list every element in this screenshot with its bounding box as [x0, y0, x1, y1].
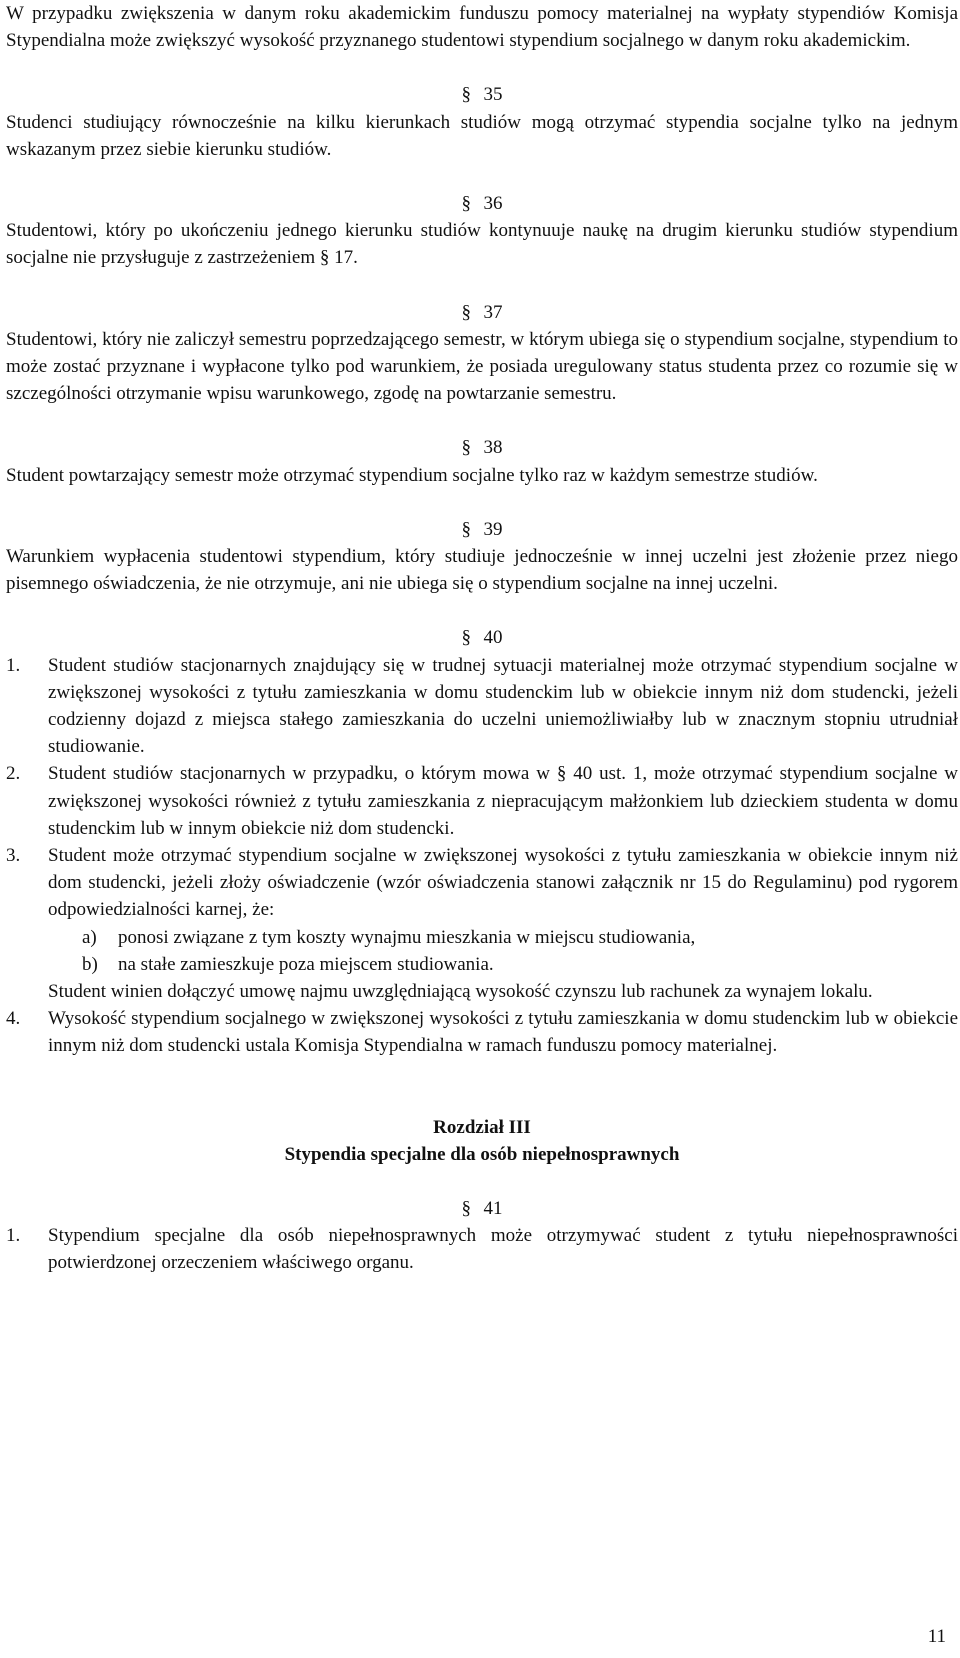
list-item-text: Stypendium specjalne dla osób niepełnosprawnych może otrzymywać student z tytułu niepełnosprawności potwierdzonej orzeczeniem właściwego organu. [48, 1225, 958, 1274]
sub-list-letter: a) [82, 926, 97, 948]
section-41-list [6, 1222, 958, 1276]
list-item [6, 760, 958, 842]
chapter-subtitle: Stypendia specjalne dla osób niepełnosprawnych [284, 1143, 680, 1165]
list-item [6, 652, 958, 761]
section-sign: § [461, 627, 471, 649]
section-35-text: Studenci studiujący równocześnie na kilku kierunkach studiów mogą otrzymać stypendia socjalne tylko na jednym wskazanym przez siebie kierunku studiów. [6, 111, 958, 160]
intro-paragraph: W przypadku zwiększenia w danym roku akademickim funduszu pomocy materialnej na wypłaty stypendiów Komisja Stypendialna może zwiększyć wysokość przyznanego studentowi stypendium socjalnego w danym roku akademickim. [6, 3, 958, 52]
section-number: 36 [483, 193, 503, 214]
section-sign: § [461, 84, 471, 106]
list-number: 4. [6, 1008, 21, 1030]
list-number: 1. [6, 1225, 21, 1247]
section-sign: § [319, 247, 330, 269]
section-number: 38 [483, 437, 503, 459]
list-item [6, 1005, 958, 1059]
section-heading-41 [6, 1195, 958, 1222]
list-item-text: Student studiów stacjonarnych w przypadku, o którym mowa w [48, 763, 557, 785]
section-heading-35 [6, 81, 958, 108]
list-item-text: Student może otrzymać stypendium socjalne w zwiększonej wysokości z tytułu zamieszkania w obiekcie innym niż dom studencki, jeżeli złoży oświadczenie (wzór oświadczenia stanowi załącznik nr 15 do Regulaminu) pod rygorem odpowiedzialności karnej, że: [48, 844, 958, 921]
list-item [6, 1222, 958, 1276]
section-heading-39 [6, 516, 958, 543]
section-36-text [6, 217, 958, 271]
section-sign: § [461, 437, 471, 459]
section-heading-38 [6, 434, 958, 461]
section-36-text-main: Studentowi, który po ukończeniu jednego kierunku studiów kontynuuje naukę na drugim kierunku studiów stypendium socjalne nie przysługuje z zastrzeżeniem [6, 220, 958, 269]
sub-list-letter: b) [82, 953, 98, 975]
section-number: 39 [483, 518, 503, 540]
list-item-after-text: Student winien dołączyć umowę najmu uwzględniającą wysokość czynszu lub rachunek za wynajem lokalu. [48, 981, 873, 1002]
list-item [6, 842, 958, 924]
section-number: 37 [483, 301, 503, 323]
section-number: 35 [483, 84, 503, 106]
section-number: 40 [483, 627, 503, 649]
list-number: 2. [6, 763, 21, 785]
list-item-ref: 40 ust. 1, może otrzymać stypendium socjalne w zwiększonej wysokości również z tytułu zamieszkania z niepracującym małżonkiem lub dzieckiem studenta w domu studenckim lub w innym obiekcie niż dom studencki. [48, 763, 959, 839]
document-page [6, 0, 958, 1277]
section-heading-36 [6, 190, 958, 217]
sub-list-item [6, 951, 958, 978]
sub-list-text: na stałe zamieszkuje poza miejscem studiowania. [118, 953, 494, 975]
section-40-list [6, 652, 958, 1060]
chapter-title: Rozdział III [433, 1116, 531, 1138]
list-number: 3. [6, 844, 21, 866]
section-sign: § [461, 301, 471, 323]
section-heading-40 [6, 624, 958, 651]
section-sign: § [461, 193, 471, 214]
section-36-ref: 17. [334, 247, 358, 269]
section-sign: § [556, 763, 567, 785]
list-item-text: Student studiów stacjonarnych znajdujący się w trudnej sytuacji materialnej może otrzymać stypendium socjalne w zwiększonej wysokości z tytułu zamieszkania w domu studenckim lub w obiekcie innym niż dom studencki, jeżeli codzienny dojazd z miejsca stałego zamieszkania do uczelni uniemożliwiałby lub w znacznym stopniu utrudniał studiowanie. [48, 654, 958, 758]
section-sign: § [461, 1198, 471, 1220]
section-number: 41 [483, 1198, 503, 1220]
sub-list-item [6, 924, 958, 951]
list-item-continuation [6, 978, 958, 1005]
section-39-text: Warunkiem wypłacenia studentowi stypendium, który studiuje jednocześnie w innej uczelni jest złożenie przez niego pisemnego oświadczenia, że nie otrzymuje, ani nie ubiega się o stypendium socjalne na innej uczelni. [6, 545, 958, 595]
list-item-text: Wysokość stypendium socjalnego w zwiększonej wysokości z tytułu zamieszkania w domu studenckim lub w obiekcie innym niż dom studencki ustala Komisja Stypendialna w ramach funduszu pomocy materialnej. [48, 1008, 958, 1057]
sub-list-text: ponosi związane z tym koszty wynajmu mieszkania w miejscu studiowania, [118, 926, 696, 948]
list-number: 1. [6, 654, 21, 676]
section-37-text: Studentowi, który nie zaliczył semestru poprzedzającego semestr, w którym ubiega się o stypendium socjalne, stypendium to może zostać przyznane i wypłacone tylko pod warunkiem, że posiada uregulowany status studenta przez co rozumie się w szczególności otrzymanie wpisu warunkowego, zgodę na powtarzanie semestru. [6, 328, 958, 405]
section-38-text: Student powtarzający semestr może otrzymać stypendium socjalne tylko raz w każdym semestrze studiów. [6, 464, 818, 486]
page-number: 11 [927, 1626, 946, 1647]
section-sign: § [461, 518, 471, 540]
section-heading-37 [6, 299, 958, 326]
